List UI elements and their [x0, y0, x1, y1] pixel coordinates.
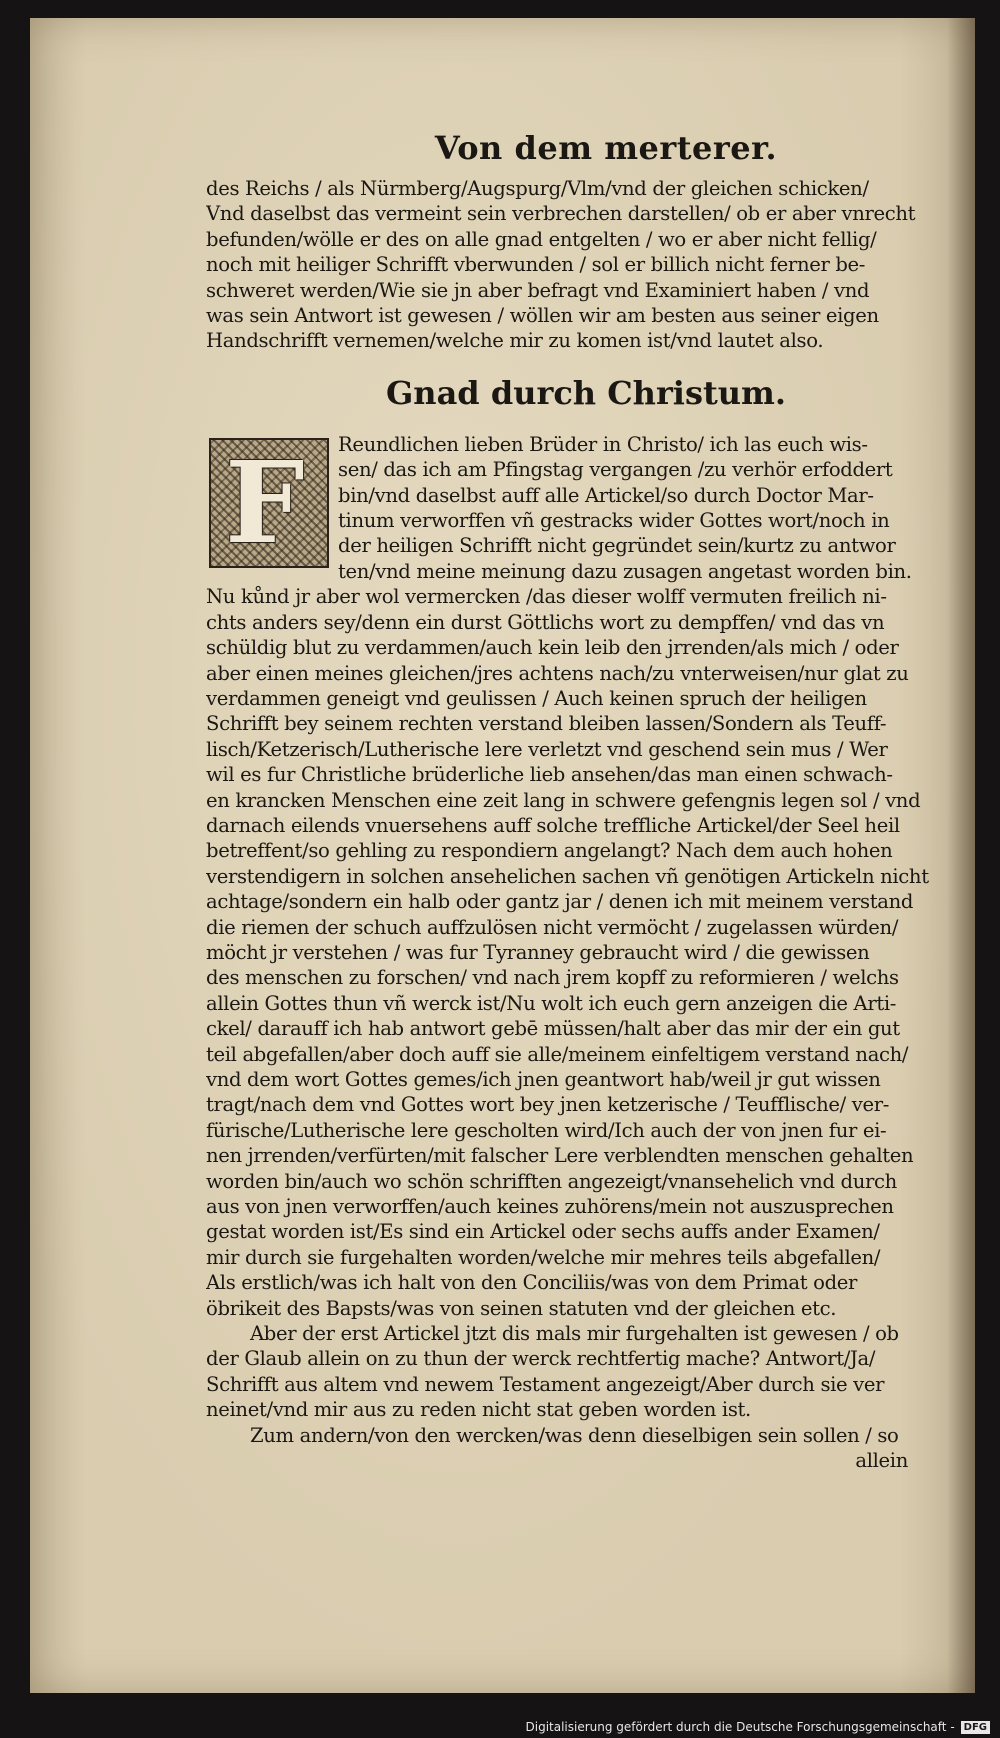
- text-line: der heiligen Schrifft nicht gegründet sein/kurtz zu antwor: [338, 534, 896, 558]
- text-line: schüldig blut zu verdammen/auch kein leib den jrrenden/als mich / oder: [206, 636, 899, 660]
- catchword: allein: [855, 1449, 908, 1473]
- text-line: Nu kůnd jr aber wol vermercken /das dieser wolff vermuten freilich ni-: [206, 585, 887, 609]
- text-line: was sein Antwort ist gewesen / wöllen wir am besten aus seiner eigen: [206, 304, 879, 328]
- initial-letter: F: [225, 437, 305, 569]
- text-line: Als erstlich/was ich halt von den Conciliis/was von dem Primat oder: [206, 1271, 858, 1295]
- book-page: [30, 18, 975, 1693]
- text-line: ten/vnd meine meinung dazu zusagen angetast worden bin.: [338, 559, 912, 583]
- text-line: achtage/sondern ein halb oder gantz jar / denen ich mit meinem verstand: [206, 890, 914, 914]
- text-line: die riemen der schuch auffzulösen nicht vermöcht / zugelassen würden/: [206, 915, 899, 939]
- text-line: chts anders sey/denn ein durst Göttlichs wort zu dempffen/ vnd das vn: [206, 610, 885, 634]
- text-line: tragt/nach dem vnd Gottes wort bey jnen ketzerische / Teufflische/ ver-: [206, 1093, 890, 1117]
- text-line: Reundlichen lieben Brüder in Christo/ ich las euch wis-: [338, 432, 868, 456]
- text-line: Schrifft aus altem vnd newem Testament angezeigt/Aber durch sie ver: [206, 1372, 885, 1396]
- text-line: mir durch sie furgehalten worden/welche mir mehres teils abgefallen/: [206, 1245, 881, 1269]
- text-line: befunden/wölle er des on alle gnad entgelten / wo er aber nicht fellig/: [206, 227, 877, 251]
- text-line: nen jrrenden/verfürten/mit falscher Lere verblendten menschen gehalten: [206, 1144, 914, 1168]
- text-line: fürische/Lutherische lere gescholten wird/Ich auch der von jnen fur ei-: [206, 1118, 887, 1142]
- text-line: Aber der erst Artickel jtzt dis mals mir furgehalten ist gewesen / ob: [250, 1322, 899, 1346]
- text-line: bin/vnd daselbst auff alle Artickel/so durch Doctor Mar-: [338, 483, 874, 507]
- digitization-credit: [526, 1720, 991, 1734]
- text-line: verdammen geneigt vnd geulissen / Auch keinen spruch der heiligen: [206, 686, 867, 710]
- text-line: Vnd daselbst das vermeint sein verbrechen darstellen/ ob er aber vnrecht: [206, 202, 916, 226]
- text-line: aus von jnen verworffen/auch keines zuhörens/mein not auszusprechen: [206, 1195, 894, 1219]
- third-paragraph: [206, 1423, 966, 1448]
- page-text: [206, 128, 966, 1474]
- text-line: darnach eilends vnuersehens auff solche treffliche Artickel/der Seel heil: [206, 813, 900, 837]
- letter-opening: [206, 432, 966, 584]
- intro-paragraph: [206, 176, 966, 354]
- text-line: neinet/vnd mir aus zu reden nicht stat geben worden ist.: [206, 1398, 751, 1422]
- text-line: sen/ das ich am Pfingstag vergangen /zu verhör erfoddert: [338, 458, 893, 482]
- body-paragraph: [206, 584, 966, 1321]
- text-line: möcht jr verstehen / was fur Tyranney gebraucht wird / die gewissen: [206, 940, 870, 964]
- text-line: allein Gottes thun vñ werck ist/Nu wolt ich euch gern anzeigen die Arti-: [206, 991, 897, 1015]
- text-line: wil es fur Christliche brüderliche lieb ansehen/das man einen schwach-: [206, 763, 893, 787]
- text-line: en krancken Menschen eine zeit lang in schwere gefengnis legen sol / vnd: [206, 788, 921, 812]
- credit-text: Digitalisierung gefördert durch die Deutsche Forschungsgemeinschaft -: [525, 1720, 955, 1734]
- text-line: worden bin/auch wo schön schrifften angezeigt/vnansehelich vnd durch: [206, 1169, 897, 1193]
- section-title: Gnad durch Christum.: [385, 373, 787, 412]
- text-line: lisch/Ketzerisch/Lutherische lere verletzt vnd geschend sein mus / Wer: [206, 737, 888, 761]
- text-line: des menschen zu forschen/ vnd nach jrem kopff zu reformieren / welchs: [206, 966, 899, 990]
- text-line: Schrifft bey seinem rechten verstand bleiben lassen/Sondern als Teuff-: [206, 712, 887, 736]
- text-line: tinum verworffen vñ gestracks wider Gottes wort/noch in: [338, 509, 890, 533]
- text-line: noch mit heiliger Schrifft vberwunden / sol er billich nicht ferner be-: [206, 253, 866, 277]
- text-line: vnd dem wort Gottes gemes/ich jnen geantwort hab/weil jr gut wissen: [206, 1068, 881, 1091]
- text-line: betreffent/so gehling zu respondiern angelangt? Nach dem auch hohen: [206, 839, 893, 863]
- text-line: gestat worden ist/Es sind ein Artickel oder sechs auffs ander Examen/: [206, 1220, 880, 1244]
- running-head: Von dem merterer.: [434, 129, 778, 167]
- text-line: Zum andern/von den wercken/was denn dieselbigen sein sollen / so: [250, 1423, 899, 1447]
- dfg-logo: DFG: [961, 1721, 990, 1734]
- second-paragraph: [206, 1321, 966, 1423]
- decorated-initial: [209, 438, 329, 568]
- text-line: des Reichs / als Nürmberg/Augspurg/Vlm/vnd der gleichen schicken/: [206, 177, 869, 200]
- text-line: Handschrifft vernemen/welche mir zu komen ist/vnd lautet also.: [206, 329, 824, 353]
- text-line: verstendigern in solchen ansehelichen sachen vñ genötigen Artickeln nicht: [206, 864, 929, 888]
- text-line: schweret werden/Wie sie jn aber befragt vnd Examiniert haben / vnd: [206, 278, 870, 302]
- text-line: ckel/ darauff ich hab antwort gebē müssen/halt aber das mir der ein gut: [206, 1017, 900, 1041]
- text-line: aber einen meines gleichen/jres achtens nach/zu vnterweisen/nur glat zu: [206, 661, 909, 685]
- text-line: öbrikeit des Bapsts/was von seinen statuten vnd der gleichen etc.: [206, 1296, 837, 1320]
- text-line: teil abgefallen/aber doch auff sie alle/meinem einfeltigem verstand nach/: [206, 1042, 909, 1066]
- text-line: der Glaub allein on zu thun der werck rechtfertig mache? Antwort/Ja/: [206, 1347, 876, 1371]
